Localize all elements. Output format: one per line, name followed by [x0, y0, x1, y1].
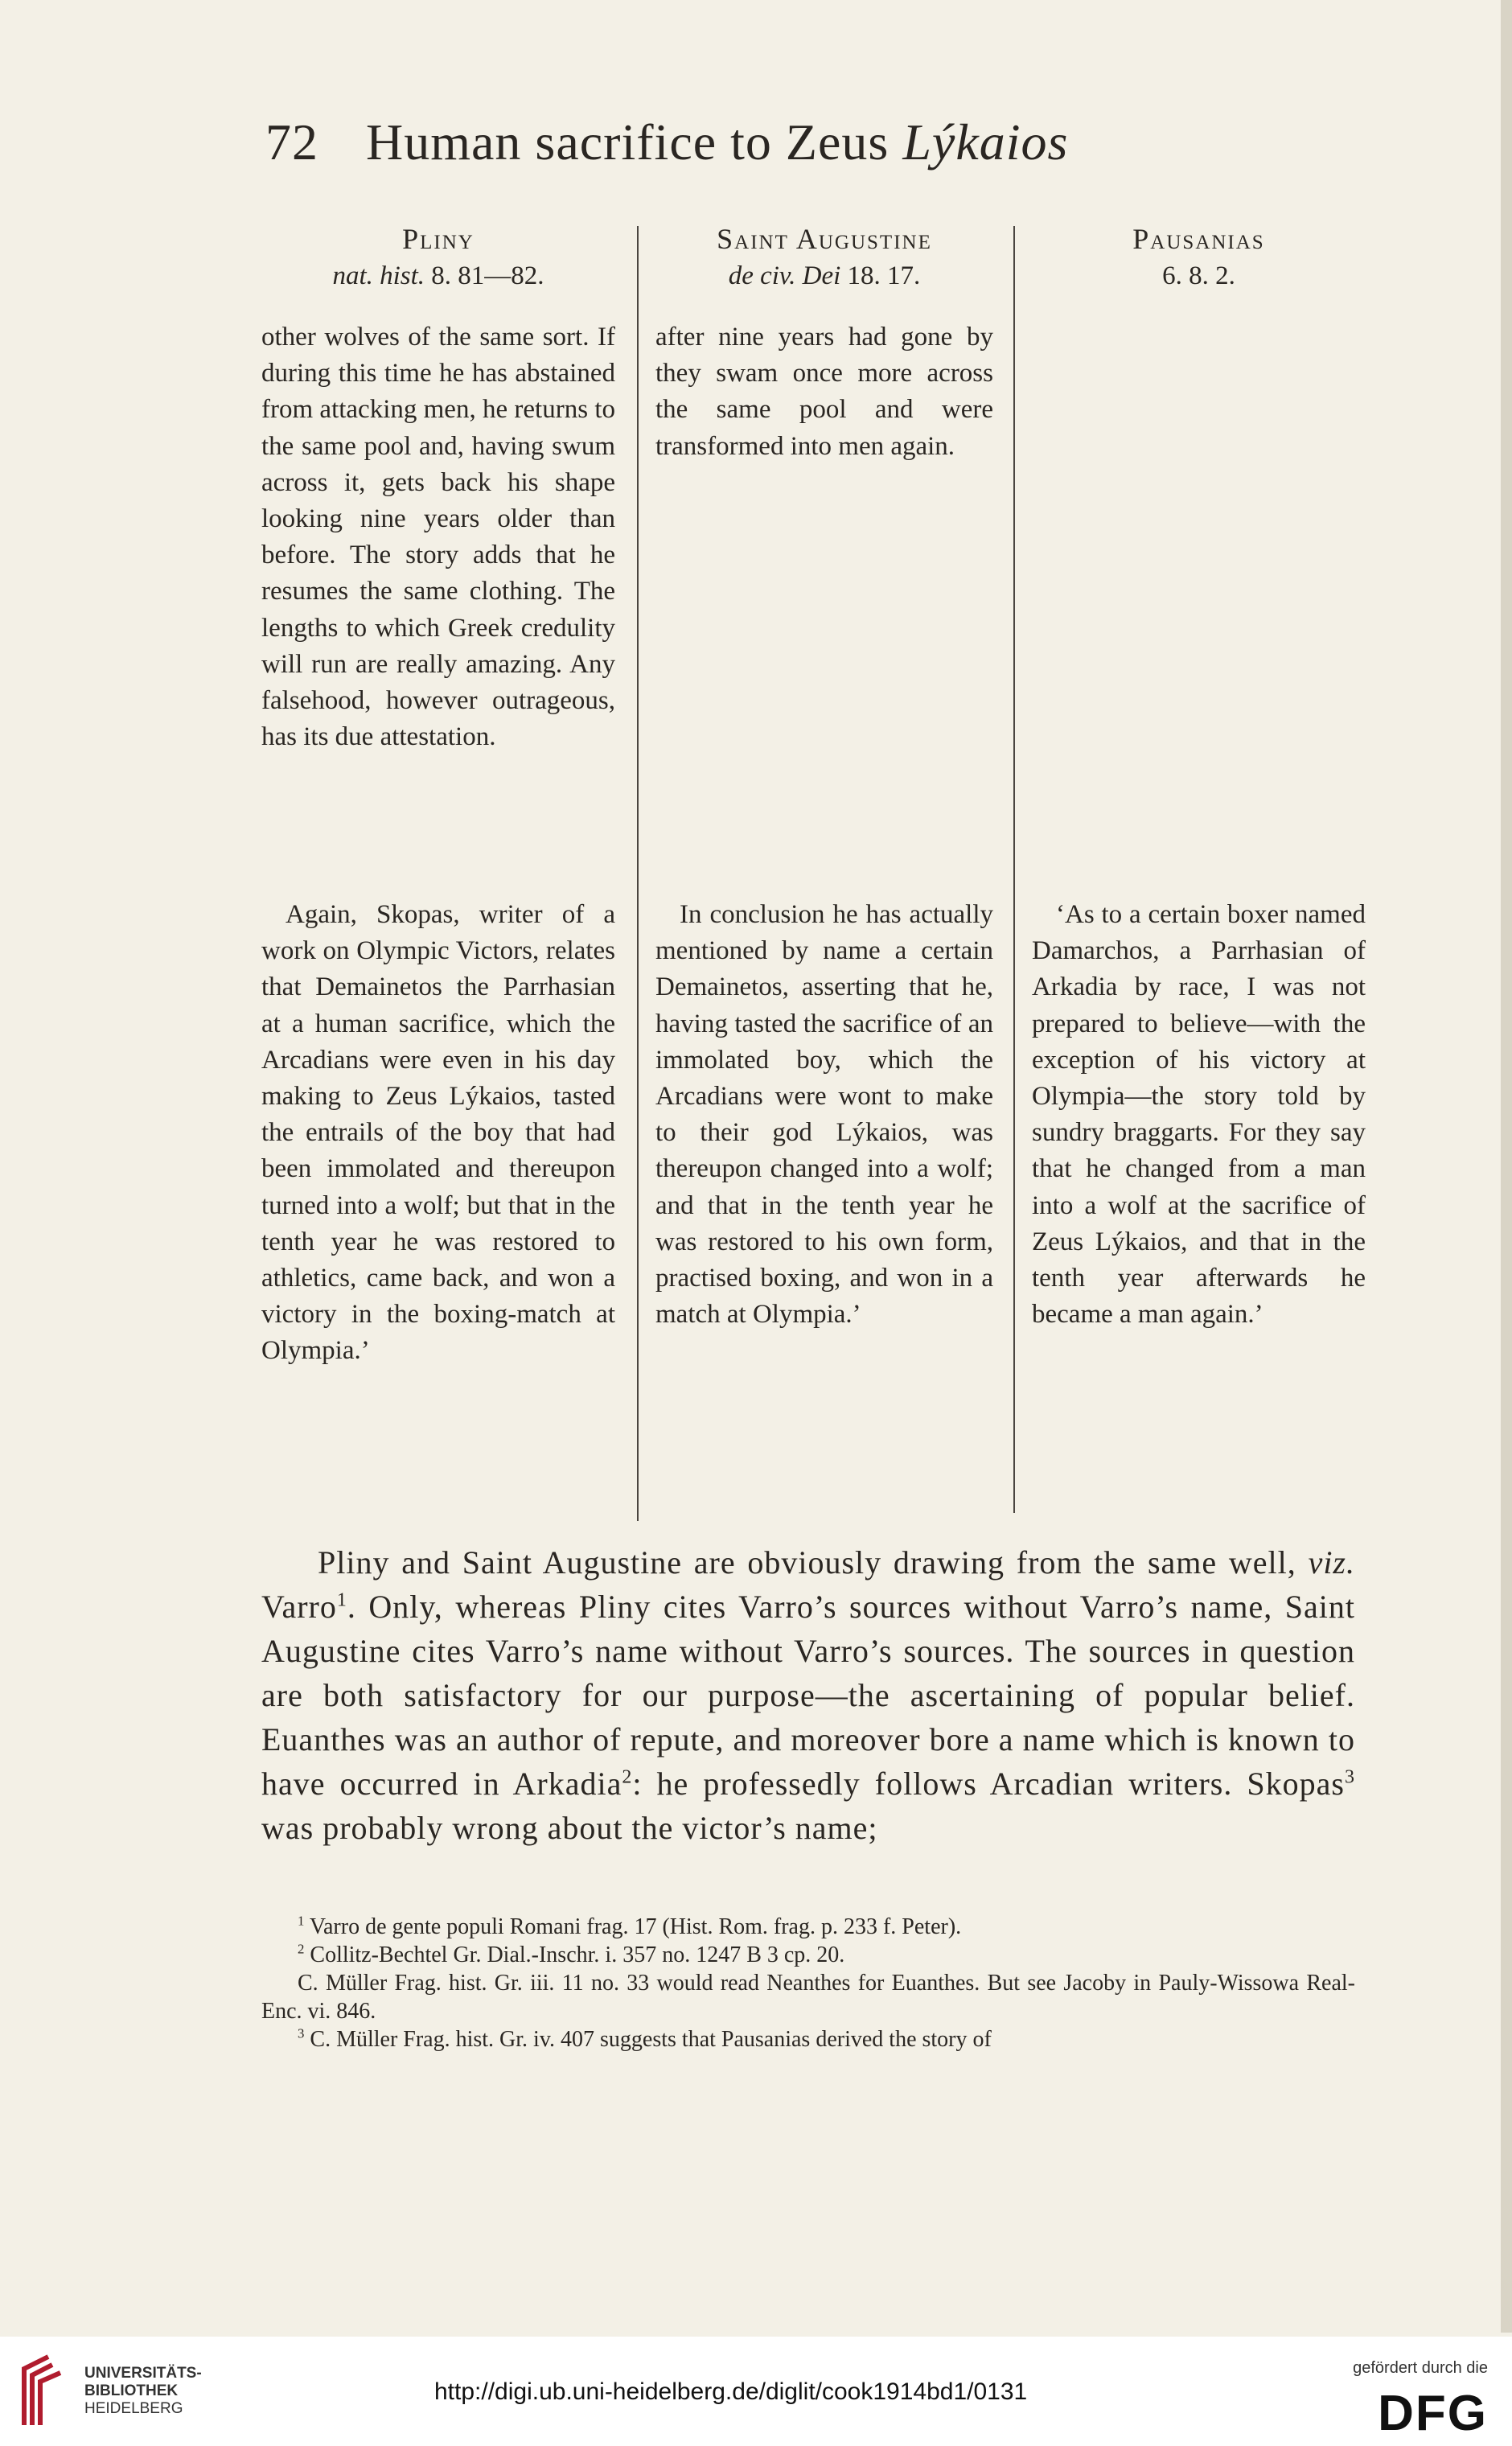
column-reference: 6. 8. 2. — [1162, 261, 1235, 290]
footnote: $^1$ Varro de gente populi Romani frag. 17 (Hist. Rom. frag. p. 233 f. Peter). — [298, 1913, 962, 1939]
body-paragraph: Pliny and Saint Augustine are obviously drawing from the same well, viz. Varro$^1$. Only, whereas Pliny cites Varro’s sources without Varro’s name, Saint Augustine cites Varro’s name without Varro’s sources. The sources in question are both satisfactory for our purpose—the ascertaining of popular belief. Euanthes was an author of repute, and moreover bore a name which is known to have occurred in Arkadia$^2$: he professedly follows Arcadian writers. Skopas$^3$ was probably wrong about the victor’s name; — [261, 1544, 1355, 1846]
column-text: Again, Skopas, writer of a work on Olympic Victors, relates that Demainetos the Parrhasian at a human sacrifice, which the Arcadians were even in his day making to Zeus Lýkaios, tasted the entrails of the boy that had been immolated and thereupon turned into a wolf; but that in the tenth year he was restored to athletics, came back, and won a victory in the boxing-match at Olympia.’ — [261, 900, 615, 1366]
page-title: Human sacrifice to Zeus — [366, 113, 890, 171]
column-reference: de civ. Dei 18. 17. — [728, 261, 921, 290]
footnote: $^2$ Collitz-Bechtel Gr. Dial.-Inschr. i. 357 no. 1247 B 3 cp. 20. — [298, 1941, 845, 1967]
column-text: after nine years had gone by they swam once more across the same pool and were transformed into men again. — [655, 323, 993, 461]
funding-note: gefördert durch die — [1353, 2359, 1488, 2377]
column-author: Pausanias — [1132, 223, 1265, 255]
parallel-columns — [261, 221, 1366, 1528]
column-pausanias — [1032, 221, 1366, 1528]
column-reference: nat. hist. 8. 81—82. — [332, 261, 544, 290]
dfg-logo: DFG — [1378, 2386, 1488, 2441]
page-number: 72 — [265, 113, 318, 171]
column-heading — [261, 221, 615, 294]
column-text: In conclusion he has actually mentioned by name a certain Demainetos, asserting that he, having tasted the sacrifice of an immolated boy, which the Arcadians were wont to make to their god Lýkaios, was thereupon changed into a wolf; and that in the tenth year he was restored to his own form, practised boxing, and won in a match at Olympia.’ — [655, 900, 993, 1330]
column-pliny — [261, 221, 615, 1528]
column-divider — [637, 226, 639, 1521]
page-title-italic: Lýkaios — [902, 113, 1069, 171]
footnotes — [261, 1913, 1355, 2053]
source-url-link[interactable]: http://digi.ub.uni-heidelberg.de/diglit/cook1914bd1/0131 — [434, 2378, 1028, 2405]
footnote: C. Müller Frag. hist. Gr. iii. 11 no. 33 would read Neanthes for Euanthes. But see Jacoby in Pauly-Wissowa Real-Enc. vi. 846. — [261, 1971, 1355, 2024]
column-heading — [1032, 221, 1366, 294]
column-author: Pliny — [402, 223, 475, 255]
digitization-footer — [0, 2337, 1512, 2446]
library-name: UNIVERSITÄTS- BIBLIOTHEK HEIDELBERG — [84, 2365, 202, 2417]
column-text: other wolves of the same sort. If during this time he has abstained from attacking men, he returns to the same pool and, having swum across it, gets back his shape looking nine years older than before. The story adds that he resumes the same clothing. The lengths to which Greek credulity will run are really amazing. Any falsehood, however outrageous, has its due attestation. — [261, 323, 615, 752]
column-heading — [655, 221, 993, 294]
column-text: ‘As to a certain boxer named Damarchos, a Parrhasian of Arkadia by race, I was not prepared to believe—with the exception of his victory at Olympia—the story told by sundry braggarts. For they say that he changed from a man into a wolf at the sacrifice of Zeus Lýkaios, and that in the tenth year afterwards he became a man again.’ — [1032, 900, 1366, 1330]
column-divider — [1013, 226, 1015, 1513]
library-logo-icon — [16, 2353, 72, 2429]
footnote: $^3$ C. Müller Frag. hist. Gr. iv. 407 suggests that Pausanias derived the story of — [298, 2025, 992, 2052]
page-edge — [1501, 0, 1512, 2333]
column-author: Saint Augustine — [717, 223, 932, 255]
running-header — [265, 113, 1247, 172]
column-augustine — [655, 221, 993, 1528]
